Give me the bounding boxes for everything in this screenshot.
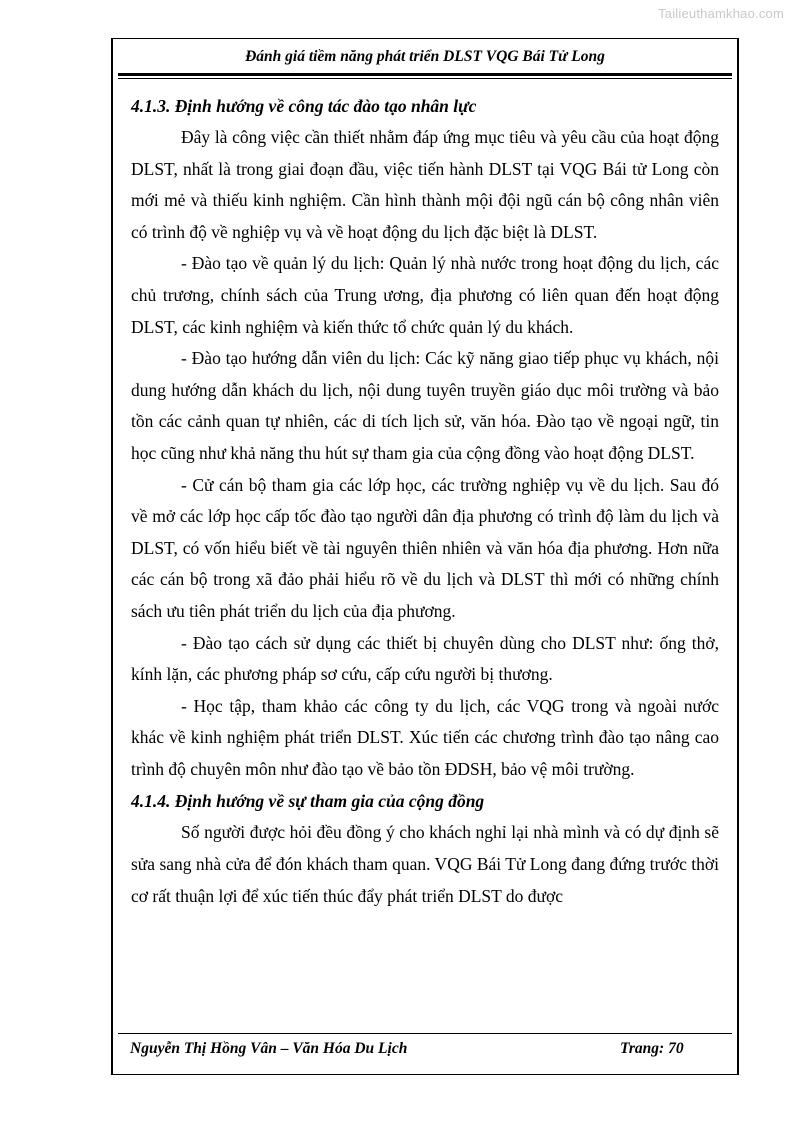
- watermark: Tailieuthamkhao.com: [658, 6, 784, 21]
- paragraph: - Đào tạo hướng dẫn viên du lịch: Các kỹ năng giao tiếp phục vụ khách, nội dung hướng dẫn khách du lịch, nội dung tuyên truyền giáo dục môi trường và bảo tồn các cảnh quan tự nhiên, các di tích lịch sử, văn hóa. Đào tạo về ngoại ngữ, tin học cũng như khả năng thu hút sự tham gia của cộng đồng vào hoạt động DLST.: [131, 348, 719, 463]
- paragraph: - Đào tạo cách sử dụng các thiết bị chuyên dùng cho DLST như: ống thở, kính lặn, các phương pháp sơ cứu, cấp cứu người bị thương.: [131, 632, 719, 685]
- header-rule-thin: [118, 78, 732, 79]
- paragraph: Đây là công việc cần thiết nhằm đáp ứng mục tiêu và yêu cầu của hoạt động DLST, nhất là trong giai đoạn đầu, việc tiến hành DLST tại VQG Bái tử Long còn mới mẻ và thiếu kinh nghiệm. Cần hình thành mội đội ngũ cán bộ công nhân viên có trình độ về nghiệp vụ và về hoạt động du lịch đặc biệt là DLST.: [131, 127, 719, 242]
- header-rule: [118, 73, 732, 76]
- section-heading-4-1-4: 4.1.4. Định hướng về sự tham gia của cộng đồng: [131, 791, 485, 812]
- paragraph: Số người được hỏi đều đồng ý cho khách nghỉ lại nhà mình và có dự định sẽ sửa sang nhà cửa để đón khách tham quan. VQG Bái Tử Long đang đứng trước thời cơ rất thuận lợi để xúc tiến thúc đẩy phát triển DLST do được: [131, 822, 719, 906]
- page-number: Trang: 70: [620, 1040, 684, 1057]
- page-content: [131, 90, 719, 912]
- header-title: Đánh giá tiềm năng phát triển DLST VQG Bái Tử Long: [245, 48, 605, 65]
- footer-author: Nguyễn Thị Hồng Vân – Văn Hóa Du Lịch: [130, 1040, 408, 1057]
- section-heading-4-1-3: 4.1.3. Định hướng về công tác đào tạo nhân lực: [131, 96, 477, 116]
- paragraph: - Học tập, tham khảo các công ty du lịch, các VQG trong và ngoài nước khác về kinh nghiệm phát triển DLST. Xúc tiến các chương trình đào tạo nâng cao trình độ chuyên môn như đào tạo về bảo tồn ĐDSH, bảo vệ môi trường.: [131, 695, 719, 779]
- footer-rule: [118, 1033, 732, 1034]
- paragraph: - Cử cán bộ tham gia các lớp học, các trường nghiệp vụ về du lịch. Sau đó về mở các lớp học cấp tốc đào tạo người dân địa phương có trình độ làm du lịch và DLST, có vốn hiểu biết về tài nguyên thiên nhiên và văn hóa địa phương. Hơn nữa các cán bộ trong xã đảo phải hiểu rõ về du lịch và DLST thì mới có những chính sách ưu tiên phát triển du lịch của địa phương.: [131, 474, 719, 621]
- paragraph: - Đào tạo về quản lý du lịch: Quản lý nhà nước trong hoạt động du lịch, các chủ trương, chính sách của Trung ương, địa phương có liên quan đến hoạt động DLST, các kinh nghiệm và kiến thức tổ chức quản lý du khách.: [131, 253, 719, 337]
